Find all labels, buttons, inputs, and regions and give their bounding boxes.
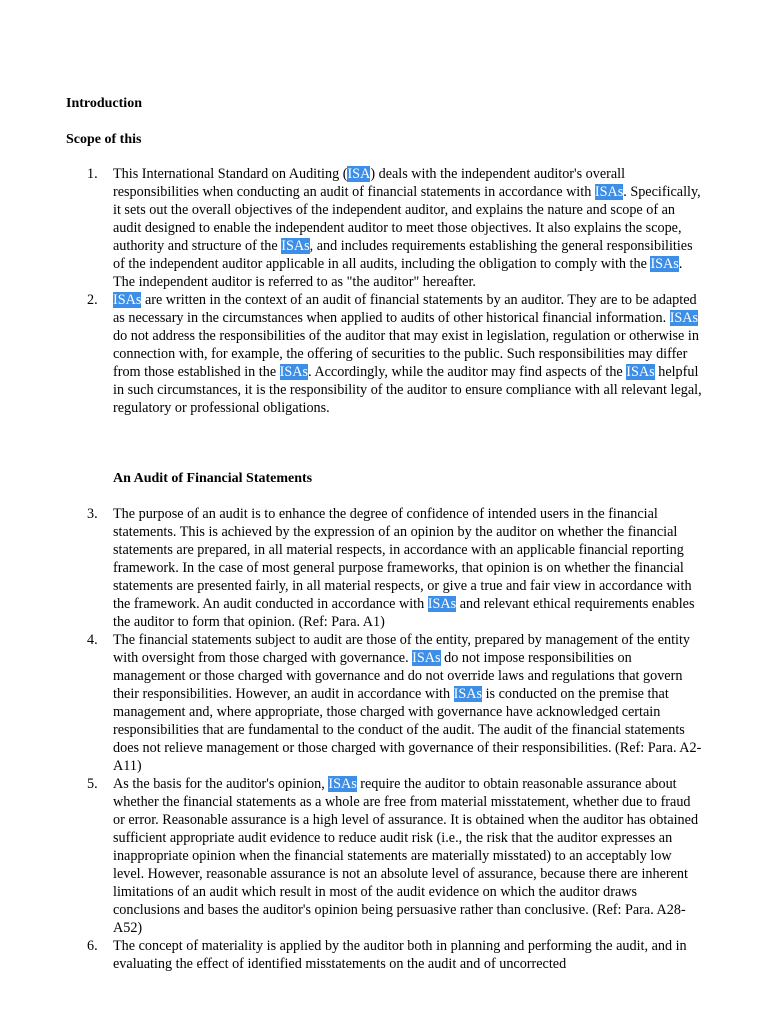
text-segment: . Accordingly, while the auditor may find aspects of the [308,364,627,380]
scope-heading: Scope of this [66,132,142,147]
text-segment: helpful in such circumstances, it is the responsibility of the auditor to ensure compliance with all relevant legal, regulatory or professional obligations. [113,364,702,416]
highlighted-term: ISAs [328,776,357,792]
introduction-heading: Introduction [66,96,142,111]
paragraph-2 [87,291,705,417]
paragraph-5 [87,775,705,937]
audit-section-heading: An Audit of Financial Statements [113,471,313,486]
text-segment: , and includes requirements establishing the general responsibilities of the independent auditor applicable in all audits, including the obligation to comply with the [113,238,693,272]
text-segment: require the auditor to obtain reasonable assurance about whether the financial statements as a whole are free from material misstatement, whether due to fraud or error. Reasonable assurance is a high level of assurance. It is obtained when the auditor has obtained sufficient appropriate audit evidence to reduce audit risk (i.e., the risk that the auditor expresses an inappropriate opinion when the financial statements are materially misstated) to an acceptably low level. However, reasonable assurance is not an absolute level of assurance, because there are inherent limitations of an audit which result in most of the audit evidence on which the auditor draws conclusions and bases the auditor's opinion being persuasive rather than conclusive. (Ref: Para. A28-A52) [113,776,699,936]
text-segment: As the basis for the auditor's opinion, [113,776,329,792]
text-segment: The concept of materiality is applied by the auditor both in planning and performing the audit, and in evaluating the effect of identified misstatements on the audit and of uncorrected [113,938,687,972]
paragraph-number: 6. [87,938,98,954]
text-segment: do not address the responsibilities of the auditor that may exist in legislation, regulation or otherwise in connection with, for example, the offering of securities to the public. Such responsibilities may differ from those established in the [113,328,699,380]
highlighted-term: ISAs [669,310,699,326]
paragraph-4 [87,631,705,775]
highlighted-term: ISA [347,166,371,182]
highlighted-term: ISAs [626,364,655,380]
text-segment: . The independent auditor is referred to as "the auditor" hereafter. [113,256,683,290]
text-segment: This International Standard on Auditing ( [113,166,348,182]
paragraph-number: 3. [87,506,98,522]
highlighted-term: ISAs [412,650,441,666]
text-segment: The purpose of an audit is to enhance the degree of confidence of intended users in the financial statements. This is achieved by the expression of an opinion by the auditor on whether the financial statements are prepared, in all material respects, in accordance with an applicable financial reporting framework. In the case of most general purpose frameworks, that opinion is on whether the financial statements are presented fairly, in all material respects, or give a true and fair view in accordance with the framework. An audit conducted in accordance with [113,506,692,612]
highlighted-term: ISAs [281,238,310,254]
paragraph-list-scope [87,165,705,417]
paragraph-list-audit [87,505,705,973]
text-segment: are written in the context of an audit of financial statements by an auditor. They are to be adapted as necessary in the circumstances when applied to audits of other historical financial information. [113,292,697,326]
highlighted-term: ISAs [427,596,457,612]
paragraph-3 [87,505,705,631]
highlighted-term: ISAs [594,184,624,200]
paragraph-number: 4. [87,632,98,648]
highlighted-term: ISAs [453,686,483,702]
text-segment: . Specifically, it sets out the overall objectives of the independent auditor, and explains the nature and scope of an audit designed to enable the independent auditor to meet those objectives. It also explains the scope, authority and structure of the [113,184,701,254]
paragraph-number: 1. [87,166,98,182]
text-segment: is conducted on the premise that management and, where appropriate, those charged with governance have acknowledged certain responsibilities that are fundamental to the conduct of the audit. The audit of the financial statements does not relieve management or those charged with governance of their responsibilities. (Ref: Para. A2-A11) [113,686,702,774]
paragraph-1 [87,165,705,291]
text-segment: The financial statements subject to audit are those of the entity, prepared by management of the entity with oversight from those charged with governance. [113,632,691,666]
text-segment: ) deals with the independent auditor's overall responsibilities when conducting an audit of financial statements in accordance with [113,166,626,200]
paragraph-number: 5. [87,776,98,792]
highlighted-term: ISAs [279,364,309,380]
paragraph-6 [87,937,705,973]
highlighted-term: ISAs [650,256,679,272]
text-segment: do not impose responsibilities on management or those charged with governance and do not override laws and regulations that govern their responsibilities. However, an audit in accordance with [113,650,683,702]
paragraph-number: 2. [87,292,98,308]
text-segment: and relevant ethical requirements enables the auditor to form that opinion. (Ref: Para. A1) [113,596,695,630]
highlighted-term: ISAs [113,292,142,308]
